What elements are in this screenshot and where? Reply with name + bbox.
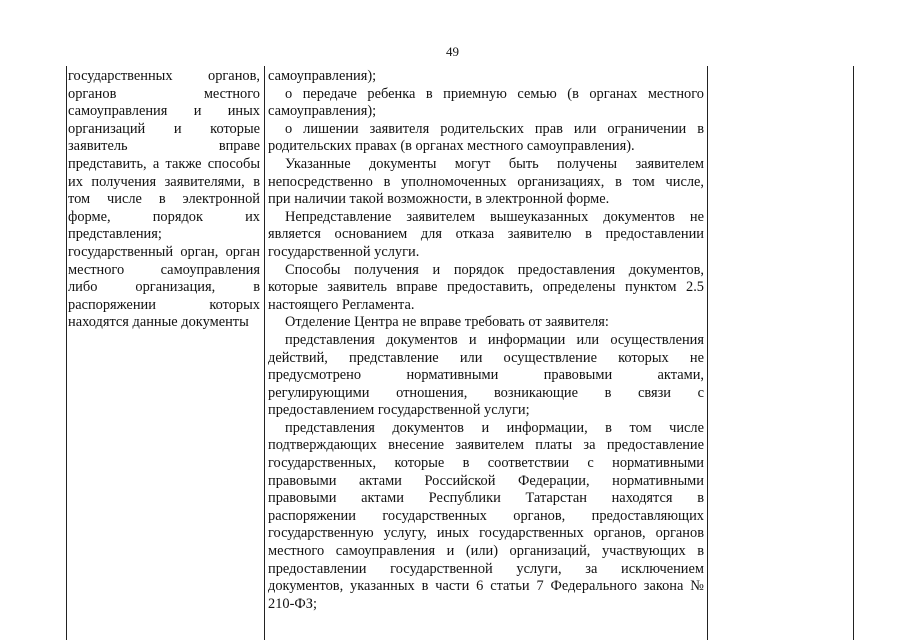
table-border-right bbox=[853, 66, 854, 640]
middle-column-cell bbox=[268, 68, 704, 613]
left_column-line: находятся данные документы bbox=[68, 314, 249, 331]
left_column-line: государственный орган, орган bbox=[68, 243, 260, 260]
middle_column-line: предоставлении государственной услуги, за исключением bbox=[268, 560, 704, 577]
left_column-line: том числе в электронной bbox=[68, 191, 260, 208]
left_column-line: самоуправления и иных bbox=[68, 103, 260, 120]
middle_column-line: родительских правах (в органах местного самоуправления). bbox=[268, 138, 635, 155]
middle_column-line: которые заявитель вправе предоставить, определены пунктом 2.5 bbox=[268, 279, 704, 296]
middle_column-line: Отделение Центра не вправе требовать от заявителя: bbox=[285, 314, 609, 331]
middle_column-line: государственную услугу, иных государственных органов, органов bbox=[268, 525, 704, 542]
middle_column-line: правовыми актами Республики Татарстан находятся в bbox=[268, 490, 704, 507]
middle_column-line: о передаче ребенка в приемную семью (в органах местного bbox=[285, 85, 704, 102]
left_column-line: распоряжении которых bbox=[68, 296, 260, 313]
middle_column-line: государственных, которые в соответствии с нормативными bbox=[268, 455, 704, 472]
middle_column-line: представления документов и информации, в том числе bbox=[285, 419, 704, 436]
middle_column-line: Способы получения и порядок предоставления документов, bbox=[285, 261, 704, 278]
middle_column-line: регулирующими отношения, возникающие в связи с bbox=[268, 384, 704, 401]
table-border-left bbox=[66, 66, 67, 640]
left_column-line: либо организация, в bbox=[68, 279, 260, 296]
left_column-line: государственных органов, bbox=[68, 68, 260, 84]
right-column-cell bbox=[708, 66, 853, 640]
middle_column-line: непосредственно в уполномоченных организациях, в том числе, bbox=[268, 173, 704, 190]
middle_column-line: самоуправления); bbox=[268, 103, 377, 120]
middle_column-line: представления документов и информации или осуществления bbox=[285, 331, 704, 348]
middle_column-line: 210-ФЗ; bbox=[268, 595, 317, 612]
middle_column-line: распоряжении государственных органов, предоставляющих bbox=[268, 507, 704, 524]
left_column-line: представить, а также способы bbox=[68, 155, 260, 172]
middle_column-line: Указанные документы могут быть получены заявителем bbox=[285, 155, 704, 172]
middle_column-line: местного самоуправления и (или) организаций, участвующих в bbox=[268, 543, 704, 560]
middle_column-line: документов, указанных в части 6 статьи 7 Федерального закона № bbox=[268, 578, 704, 595]
table-divider-1 bbox=[264, 66, 265, 640]
middle_column-line: предусмотрено нормативными правовыми актами, bbox=[268, 367, 704, 384]
middle_column-line: настоящего Регламента. bbox=[268, 296, 415, 313]
regulation-table bbox=[66, 66, 854, 640]
middle_column-line: подтверждающих внесение заявителем платы за предоставление bbox=[268, 437, 704, 454]
left_column-line: органов местного bbox=[68, 85, 260, 102]
left_column-line: представления; bbox=[68, 226, 162, 243]
middle_column-line: при наличии такой возможности, в электронной форме. bbox=[268, 191, 610, 208]
left_column-line: организаций и которые bbox=[68, 120, 260, 137]
middle_column-line: самоуправления); bbox=[268, 68, 377, 84]
middle_column-line: предоставлением государственной услуги; bbox=[268, 402, 530, 419]
left_column-line: их получения заявителями, в bbox=[68, 173, 260, 190]
left_column-line: местного самоуправления bbox=[68, 261, 260, 278]
left_column-line: форме, порядок их bbox=[68, 208, 260, 225]
middle_column-line: действий, представление или осуществление которых не bbox=[268, 349, 704, 366]
left-column-cell bbox=[68, 68, 260, 332]
middle_column-line: является основанием для отказа заявителю в предоставлении bbox=[268, 226, 704, 243]
left_column-line: заявитель вправе bbox=[68, 138, 260, 155]
middle_column-line: государственной услуги. bbox=[268, 243, 420, 260]
middle_column-line: Непредставление заявителем вышеуказанных документов не bbox=[285, 208, 704, 225]
middle_column-line: о лишении заявителя родительских прав или ограничении в bbox=[285, 120, 704, 137]
page-number: 49 bbox=[446, 44, 459, 59]
middle_column-line: правовыми актами Российской Федерации, нормативными bbox=[268, 472, 704, 489]
